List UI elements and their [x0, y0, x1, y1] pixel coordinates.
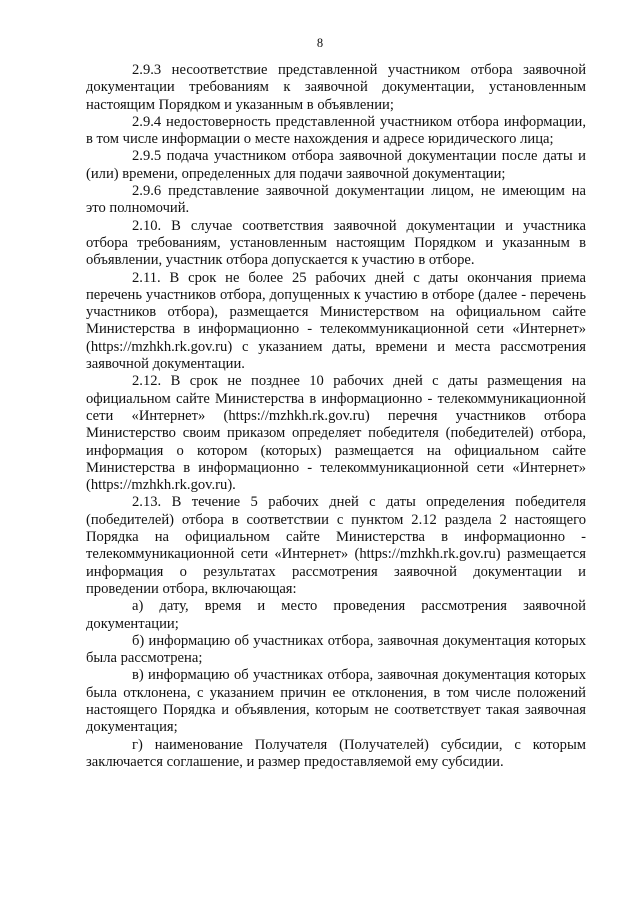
paragraph-2-9-3: 2.9.3 несоответствие представленной участником отбора заявочной документации требованиям к заявочной документации, установленным настоящим Порядком и указанным в объявлении; [86, 62, 586, 113]
document-body [86, 62, 586, 771]
list-item-a: а) дату, время и место проведения рассмотрения заявочной документации; [86, 598, 586, 632]
paragraph-2-9-6: 2.9.6 представление заявочной документации лицом, не имеющим на это полномочий. [86, 183, 586, 217]
list-item-g: г) наименование Получателя (Получателей) субсидии, с которым заключается соглашение, и размер предоставляемой ему субсидии. [86, 736, 586, 770]
page-number: 8 [316, 36, 324, 50]
paragraph-2-12: 2.12. В срок не позднее 10 рабочих дней с даты размещения на официальном сайте Министерства в информационно - телекоммуникационной сети «Интернет» (https://mzhkh.rk.gov.ru) перечня участников отбора Министерство своим приказом определяет победителя (победителей) отбора, информация о котором (которых) размещается на официальном сайте Министерства в информационно - телекоммуникационной сети «Интернет» (https://mzhkh.rk.gov.ru). [86, 373, 586, 494]
paragraph-2-11: 2.11. В срок не более 25 рабочих дней с даты окончания приема перечень участников отбора, допущенных к участию в отборе (далее - перечень участников отбора), размещается Министерством на официальном сайте Министерства в информационно - телекоммуникационной сети «Интернет» (https://mzhkh.rk.gov.ru) с указанием даты, времени и места рассмотрения заявочной документации. [86, 269, 586, 373]
list-item-b: б) информацию об участниках отбора, заявочная документация которых была рассмотрена; [86, 632, 586, 667]
paragraph-2-9-5: 2.9.5 подача участником отбора заявочной документации после даты и (или) времени, определенных для подачи заявочной документации; [86, 148, 586, 182]
paragraph-2-10: 2.10. В случае соответствия заявочной документации и участника отбора требованиям, установленным настоящим Порядком и указанным в объявлении, участник отбора допускается к участию в отборе. [86, 217, 586, 269]
list-item-v: в) информацию об участниках отбора, заявочная документация которых была отклонена, с указанием причин ее отклонения, в том числе положений настоящего Порядка и объявления, которым не соответствует такая заявочная документация; [86, 667, 586, 736]
paragraph-2-9-4: 2.9.4 недостоверность представленной участником отбора информации, в том числе информации о месте нахождения и адресе юридического лица; [86, 113, 586, 148]
paragraph-2-13: 2.13. В течение 5 рабочих дней с даты определения победителя (победителей) отбора в соответствии с пунктом 2.12 раздела 2 настоящего Порядка на официальном сайте Министерства в информационно - телекоммуникационной сети «Интернет» (https://mzhkh.rk.gov.ru) размещается информация о результатах рассмотрения заявочной документации и проведении отбора, включающая: [86, 494, 586, 597]
